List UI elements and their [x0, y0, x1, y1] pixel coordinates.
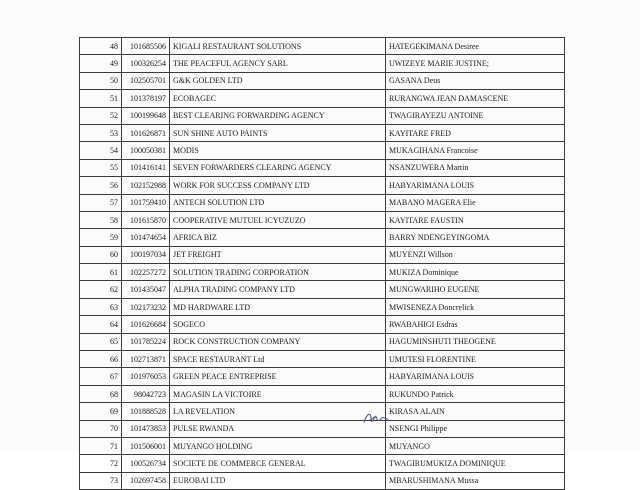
manager-name-cell: HAGUMINSHUTI THEOGENE: [386, 333, 565, 350]
manager-name-cell: MUNGWARIHO EUGENE: [386, 281, 565, 298]
row-number-cell: 52: [80, 107, 122, 124]
row-number-cell: 53: [80, 124, 122, 141]
table-row: [80, 281, 565, 298]
tin-cell: 101785224: [122, 333, 170, 350]
row-number-cell: 62: [80, 281, 122, 298]
row-number-cell: 55: [80, 159, 122, 176]
table-row: [80, 437, 565, 454]
manager-name-cell: TWAGIRAYEZU ANTOINE: [386, 107, 565, 124]
manager-name-cell: KAYITARE FRED: [386, 124, 565, 141]
manager-name-cell: NSENGI Philippe: [386, 420, 565, 437]
row-number-cell: 67: [80, 368, 122, 385]
table-row: [80, 385, 565, 402]
company-name-cell: G&K GOLDEN LTD: [170, 72, 386, 89]
table-row: [80, 72, 565, 89]
manager-name-cell: BARRY NDENGEYINGOMA: [386, 229, 565, 246]
row-number-cell: 63: [80, 298, 122, 315]
manager-name-cell: MUKIZA Dominique: [386, 264, 565, 281]
row-number-cell: 54: [80, 142, 122, 159]
tin-cell: 101888528: [122, 403, 170, 420]
table-row: [80, 333, 565, 350]
table-row: [80, 107, 565, 124]
tin-cell: 102257272: [122, 264, 170, 281]
manager-name-cell: RUKUNDO Patrick: [386, 385, 565, 402]
table-row: [80, 38, 565, 55]
tin-cell: 100199648: [122, 107, 170, 124]
table-row: [80, 55, 565, 72]
tin-cell: 101474654: [122, 229, 170, 246]
manager-name-cell: MUKAGIHANA Francoise: [386, 142, 565, 159]
manager-name-cell: MBARUSHIMANA Mussa: [386, 472, 565, 489]
tin-cell: 98042723: [122, 385, 170, 402]
company-name-cell: THE PEACEFUL AGENCY SARL: [170, 55, 386, 72]
manager-name-cell: TWAGIRUMUKIZA DOMINIQUE: [386, 455, 565, 472]
manager-name-cell: KAYITARE FAUSTIN: [386, 211, 565, 228]
company-name-cell: JET FREIGHT: [170, 246, 386, 263]
company-name-cell: GREEN PEACE ENTREPRISE: [170, 368, 386, 385]
table-row: [80, 90, 565, 107]
manager-name-cell: MUYANGO: [386, 437, 565, 454]
row-number-cell: 69: [80, 403, 122, 420]
table-row: [80, 455, 565, 472]
manager-name-cell: NSANZUWERA Martin: [386, 159, 565, 176]
tin-cell: 100050381: [122, 142, 170, 159]
tin-cell: 101615870: [122, 211, 170, 228]
table-row: [80, 194, 565, 211]
company-registry-table: [79, 37, 565, 490]
company-name-cell: EUROBAI LTD: [170, 472, 386, 489]
tin-cell: 102713871: [122, 351, 170, 368]
tin-cell: 102173232: [122, 298, 170, 315]
tin-cell: 102697458: [122, 472, 170, 489]
company-name-cell: SPACE RESTAURANT Ltd: [170, 351, 386, 368]
tin-cell: 101473853: [122, 420, 170, 437]
tin-cell: 101435047: [122, 281, 170, 298]
manager-name-cell: RWABAHIGI Esdras: [386, 316, 565, 333]
manager-name-cell: KIRASA ALAIN: [386, 403, 565, 420]
company-name-cell: WORK FOR SUCCESS COMPANY LTD: [170, 177, 386, 194]
row-number-cell: 59: [80, 229, 122, 246]
tin-cell: 101976053: [122, 368, 170, 385]
tin-cell: 101685506: [122, 38, 170, 55]
table-row: [80, 420, 565, 437]
tin-cell: 102152988: [122, 177, 170, 194]
row-number-cell: 57: [80, 194, 122, 211]
tin-cell: 100526734: [122, 455, 170, 472]
row-number-cell: 61: [80, 264, 122, 281]
company-name-cell: MAGASIN LA VICTOIRE: [170, 385, 386, 402]
company-name-cell: MD HARDWARE LTD: [170, 298, 386, 315]
table-row: [80, 124, 565, 141]
manager-name-cell: MABANO MAGERA Elie: [386, 194, 565, 211]
tin-cell: 101759410: [122, 194, 170, 211]
table-row: [80, 298, 565, 315]
table-row: [80, 403, 565, 420]
manager-name-cell: GASANA Deus: [386, 72, 565, 89]
company-name-cell: ECOBAGEC: [170, 90, 386, 107]
handwritten-signature-icon: [362, 408, 390, 428]
manager-name-cell: UWIZEYE MARIE JUSTINE;: [386, 55, 565, 72]
company-name-cell: MUYANGO HOLDING: [170, 437, 386, 454]
table-row: [80, 142, 565, 159]
row-number-cell: 56: [80, 177, 122, 194]
company-name-cell: SUN SHINE AUTO PAINTS: [170, 124, 386, 141]
row-number-cell: 73: [80, 472, 122, 489]
company-name-cell: SOCIETE DE COMMERCE GENERAL: [170, 455, 386, 472]
company-name-cell: ALPHA TRADING COMPANY LTD: [170, 281, 386, 298]
row-number-cell: 68: [80, 385, 122, 402]
table-row: [80, 229, 565, 246]
tin-cell: 100197034: [122, 246, 170, 263]
company-name-cell: SEVEN FORWARDERS CLEARING AGENCY: [170, 159, 386, 176]
company-name-cell: MODIS: [170, 142, 386, 159]
row-number-cell: 70: [80, 420, 122, 437]
table-row: [80, 211, 565, 228]
manager-name-cell: HATEGEKIMANA Desiree: [386, 38, 565, 55]
tin-cell: 100326254: [122, 55, 170, 72]
table-row: [80, 316, 565, 333]
table-row: [80, 472, 565, 489]
row-number-cell: 65: [80, 333, 122, 350]
tin-cell: 101506001: [122, 437, 170, 454]
table-row: [80, 159, 565, 176]
row-number-cell: 49: [80, 55, 122, 72]
row-number-cell: 50: [80, 72, 122, 89]
manager-name-cell: RURANGWA JEAN DAMASCENE: [386, 90, 565, 107]
company-name-cell: BEST CLEARING FORWARDING AGENCY: [170, 107, 386, 124]
table-row: [80, 246, 565, 263]
row-number-cell: 66: [80, 351, 122, 368]
tin-cell: 101626684: [122, 316, 170, 333]
tin-cell: 102505701: [122, 72, 170, 89]
manager-name-cell: UMUTESI FLORENTINE: [386, 351, 565, 368]
table-row: [80, 264, 565, 281]
manager-name-cell: MWISENEZA Doncrelick: [386, 298, 565, 315]
tin-cell: 101626871: [122, 124, 170, 141]
company-name-cell: PULSE RWANDA: [170, 420, 386, 437]
company-name-cell: ANTECH SOLUTION LTD: [170, 194, 386, 211]
registry-table-body: [80, 38, 565, 490]
row-number-cell: 51: [80, 90, 122, 107]
tin-cell: 101378197: [122, 90, 170, 107]
row-number-cell: 60: [80, 246, 122, 263]
row-number-cell: 72: [80, 455, 122, 472]
row-number-cell: 71: [80, 437, 122, 454]
company-name-cell: SOGECO: [170, 316, 386, 333]
manager-name-cell: HABYARIMANA LOUIS: [386, 177, 565, 194]
row-number-cell: 48: [80, 38, 122, 55]
table-row: [80, 368, 565, 385]
table-row: [80, 177, 565, 194]
manager-name-cell: HABYARIMANA LOUIS: [386, 368, 565, 385]
company-name-cell: ROCK CONSTRUCTION COMPANY: [170, 333, 386, 350]
row-number-cell: 58: [80, 211, 122, 228]
company-name-cell: AFRICA BIZ: [170, 229, 386, 246]
table-row: [80, 351, 565, 368]
company-name-cell: LA REVELATION: [170, 403, 386, 420]
company-name-cell: KIGALI RESTAURANT SOLUTIONS: [170, 38, 386, 55]
company-name-cell: SOLUTION TRADING CORPORATION: [170, 264, 386, 281]
company-name-cell: COOPERATIVE MUTUEL ICYUZUZO: [170, 211, 386, 228]
manager-name-cell: MUYENZI Willson: [386, 246, 565, 263]
tin-cell: 101416141: [122, 159, 170, 176]
row-number-cell: 64: [80, 316, 122, 333]
